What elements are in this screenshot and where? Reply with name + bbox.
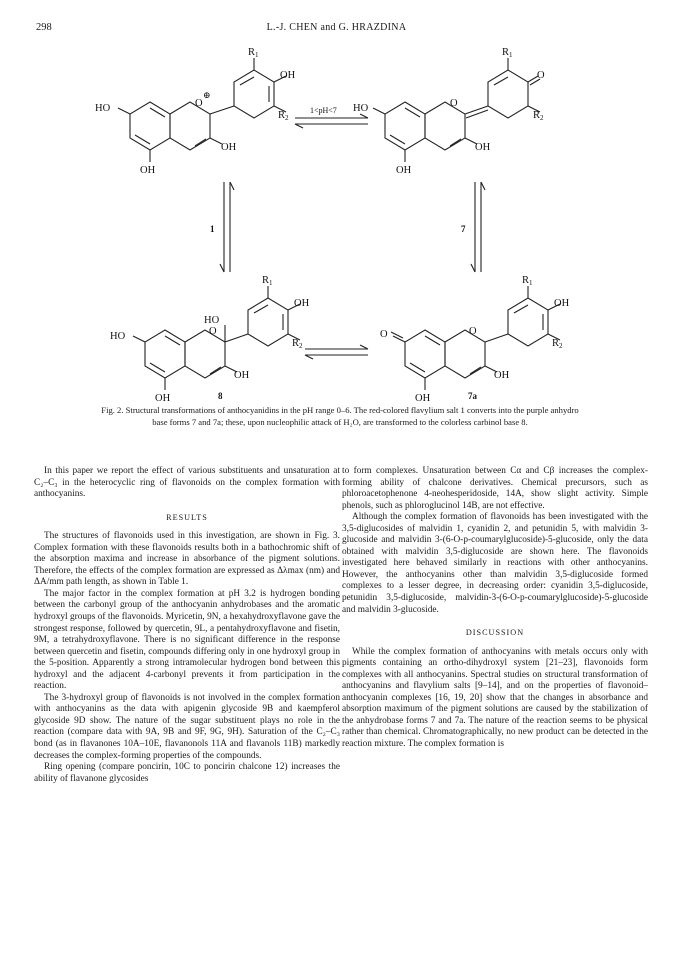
svg-text:O: O <box>450 98 458 109</box>
discussion-paragraph-1: While the complex formation of anthocyanins with metals occurs only with pigments containing an ortho-dihydroxyl system [21–23], flavonoids form complexes with all anthocyanins. Spectral studies on structural transformation of anthocyanins and flavylium salts [9–14], and on the properties of flavonoid–anthocyanin complexes [16, 19, 20] show that the changes in absorbance and absorption maximum of the pigment solutions are caused by the stabilization of the anhydrobase forms 7 and 7a. The nature of the reaction seems to be physical rather than chemical. Chromatographically, no new product can be detected in the reaction mixture. The complex formation is <box>342 646 648 750</box>
svg-text:HO: HO <box>110 331 126 342</box>
structure-figure <box>0 40 673 402</box>
svg-text:HO: HO <box>353 103 369 114</box>
results-paragraph-4-cont: to form complexes. Unsaturation between Cα and Cβ increases the complex-forming ability of chalcone derivatives. Chemical precursors, such as phloroacetophenone 4-neohesperidoside, 14A, show slight activity. Simple phenols, such as phloroglucinol 14B, are not effective. <box>342 466 648 511</box>
equilibrium-arrow-7-7a <box>471 182 485 272</box>
svg-text:O: O <box>209 326 217 337</box>
svg-text:OH: OH <box>494 370 510 381</box>
svg-text:O: O <box>469 326 477 337</box>
results-paragraph-5: Although the complex formation of flavonoids has been investigated with the 3,5-diglucosides of malvidin 1, cyanidin 2, and petunidin 5, with malvidin 3-glucoside and malvidin 3-(6-O-p-coumarylglucoside)-5-glucoside, only the data obtained with malvidin 3,5-diglucoside are shown here. The flavonoids investigated here behaved similarly in reactions with other anthocyanins. However, the anthocyanins other than malvidin 3,5-diglucoside formed complexes to a lesser degree, in decreasing order: cyanidin 3,5-diglucoside, petunidin 3,5-diglucoside, malvidin-3-(6-O-p-coumarylglucoside)-5-glucoside and malvidin 3-glucoside. <box>342 512 648 615</box>
svg-text:R1: R1 <box>502 47 513 59</box>
results-paragraph-3: The 3-hydroxyl group of flavonoids is not involved in the complex formation with anthocyanins as the data with apigenin glycoside 9B and kaempferol glycoside 9D show. The nature of the sugar substituent plays no role in the reaction (compare data with 9A, 9B and 9F, 9G, 9H). Saturation of the C₂–C₃ bond (as in flavanones 10A–10E, flavanonols 11A and flavanols 11B) markedly decreases the complex-forming properties of the compounds. <box>34 692 340 761</box>
positive-charge: ⊕ <box>203 90 211 100</box>
compound-7a-structure <box>391 286 560 390</box>
svg-text:HO: HO <box>204 315 220 326</box>
intro-paragraph: In this paper we report the effect of various substituents and unsaturation at C₂–C₃ in the heterocyclic ring of flavonoids on the complex formation with anthocyanins. <box>34 466 340 500</box>
compound-8-structure <box>133 286 300 390</box>
svg-text:R1: R1 <box>262 275 273 287</box>
svg-text:OH: OH <box>475 142 491 153</box>
svg-text:R2: R2 <box>292 338 303 350</box>
compound-label-7a: 7a <box>468 391 477 401</box>
atom-ho: HO <box>95 103 111 114</box>
svg-text:OH: OH <box>234 370 250 381</box>
results-paragraph-4: Ring opening (compare poncirin, 10C to poncirin chalcone 12) increases the ability of flavanone glycosides <box>34 762 340 784</box>
svg-text:R1: R1 <box>522 275 533 287</box>
svg-text:R2: R2 <box>278 110 289 122</box>
page-number: 298 <box>36 22 52 33</box>
equilibrium-arrow-1-8 <box>220 182 234 272</box>
discussion-heading: DISCUSSION <box>465 628 525 638</box>
svg-text:O: O <box>380 329 388 340</box>
svg-text:R2: R2 <box>533 110 544 122</box>
equilibrium-arrow-1-7 <box>295 114 368 128</box>
atom-o: O <box>195 98 203 109</box>
svg-text:R1: R1 <box>248 47 259 59</box>
equilibrium-label: 1<pH<7 <box>310 106 337 115</box>
left-column <box>34 466 340 785</box>
right-column <box>342 466 648 751</box>
results-paragraph-1: The structures of flavonoids used in this investigation, are shown in Fig. 3. Complex formation with these flavonoids results both in a bathochromic shift of the absorption maxima and increase in absorbance of the pigment solutions. Therefore, the effects of the complex formation are expressed as Δλmax (nm) and ΔA/mm path length, as shown in Table 1. <box>34 531 340 588</box>
svg-text:OH: OH <box>294 298 310 309</box>
compound-label-7: 7 <box>461 224 466 234</box>
compound-1-structure <box>118 58 286 162</box>
compound-label-1: 1 <box>210 224 215 234</box>
svg-text:OH: OH <box>221 142 237 153</box>
svg-text:OH: OH <box>554 298 570 309</box>
compound-7-structure <box>373 58 540 162</box>
running-head: L.-J. CHEN and G. HRAZDINA <box>266 22 407 33</box>
atom-oh: OH <box>280 70 296 81</box>
svg-text:R2: R2 <box>552 338 563 350</box>
svg-text:OH: OH <box>155 393 171 402</box>
svg-text:OH: OH <box>415 393 431 402</box>
svg-text:OH: OH <box>140 165 156 176</box>
results-paragraph-2: The major factor in the complex formation at pH 3.2 is hydrogen bonding between the carbonyl group of the anthocyanin anhydrobases and the aromatic hydroxyl groups of the flavonoids. Myricetin, 9N, a hexahydroxyflavone gave the strongest response, followed by quercetin, 9L, a pentahydroxyflavone and fisetin, 9M, a tetrahydroxyflavone. There is no significant difference in the response between quercetin and fisetin, compounds differing only in one hydroxyl group in the 5-position. Apparently a strong intramolecular hydrogen bond between this hydroxyl and the adjacent 4-carbonyl prevents it from participation in the reaction. <box>34 588 340 692</box>
svg-text:O: O <box>537 70 545 81</box>
svg-text:OH: OH <box>396 165 412 176</box>
compound-label-8: 8 <box>218 391 223 401</box>
equilibrium-arrow-8-7a <box>305 345 368 359</box>
figure-caption: Fig. 2. Structural transformations of anthocyanidins in the pH range 0–6. The red-colored flavylium salt 1 converts into the purple anhydro base forms 7 and 7a; these, upon nucleophilic attack of H₂O, are transformed to the colorless carbinol base 8. <box>101 405 579 427</box>
results-heading: RESULTS <box>166 512 208 522</box>
